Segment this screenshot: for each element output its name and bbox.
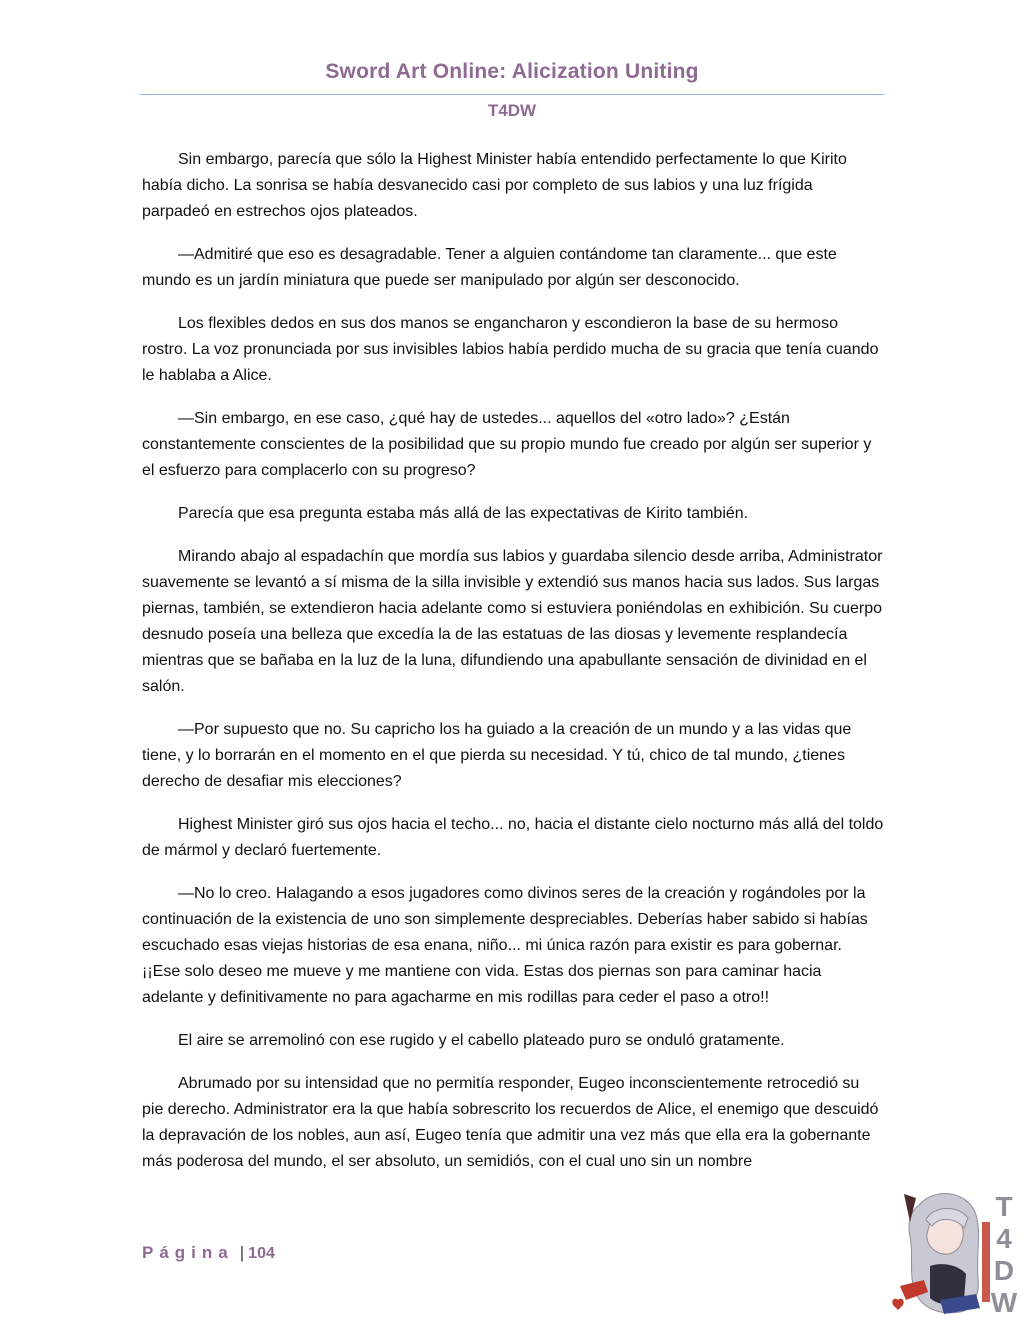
logo-lettering: [984, 1190, 1024, 1320]
page-body: [142, 147, 884, 1192]
page-label: Página: [142, 1243, 234, 1262]
header-rule: [140, 94, 884, 95]
logo-letter: D: [993, 1255, 1015, 1286]
logo-letter: T: [995, 1191, 1013, 1222]
paragraph: Abrumado por su intensidad que no permitía responder, Eugeo inconscientemente retrocedió su pie derecho. Administrator era la que había sobrescrito los recuerdos de Alice, el enemigo que descuidó la depravación de los nobles, aun así, Eugeo tenía que admitir una vez más que ella era la gobernante más poderosa del mundo, el ser absoluto, un semidiós, con el cual uno sin un nombre: [142, 1075, 879, 1170]
header-title: Sword Art Online: Alicization Uniting: [325, 60, 699, 83]
logo-letter: W: [990, 1287, 1018, 1318]
footer-separator: |: [239, 1243, 245, 1262]
paragraph: —Admitiré que eso es desagradable. Tener a alguien contándome tan claramente... que este mundo es un jardín miniatura que puede ser manipulado por algún ser desconocido.: [142, 246, 837, 289]
logo-letter: 4: [996, 1223, 1012, 1254]
paragraph: Mirando abajo al espadachín que mordía sus labios y guardaba silencio desde arriba, Administrator suavemente se levantó a sí misma de la silla invisible y extendió sus manos hacia sus lados. Sus largas piernas, también, se extendieron hacia adelante como si estuviera poniéndolas en exhibición. Su cuerpo desnudo poseía una belleza que excedía la de las estatuas de las diosas y levemente resplandecía mientras que se bañaba en la luz de la luna, difundiendo una apabullante sensación de divinidad en el salón.: [142, 548, 883, 695]
paragraph: Highest Minister giró sus ojos hacia el techo... no, hacia el distante cielo nocturno más allá del toldo de mármol y declaró fuertemente.: [142, 816, 884, 859]
t4dw-logo: [880, 1182, 1020, 1322]
paragraph: Los flexibles dedos en sus dos manos se engancharon y escondieron la base de su hermoso rostro. La voz pronunciada por sus invisibles labios había perdido mucha de su gracia que tenía cuando le hablaba a Alice.: [142, 315, 879, 384]
page-footer: [142, 1243, 275, 1263]
paragraph: —Sin embargo, en ese caso, ¿qué hay de ustedes... aquellos del «otro lado»? ¿Están constantemente conscientes de la posibilidad que su propio mundo fue creado por algún ser superior y el esfuerzo para complacerlo con su progreso?: [142, 410, 872, 479]
paragraph: —Por supuesto que no. Su capricho los ha guiado a la creación de un mundo y a las vidas que tiene, y lo borrarán en el momento en el que pierda su necesidad. Y tú, chico de tal mundo, ¿tienes derecho de desafiar mis elecciones?: [142, 721, 852, 790]
page-number: 104: [248, 1245, 275, 1262]
paragraph: El aire se arremolinó con ese rugido y el cabello plateado puro se onduló gratamente.: [178, 1032, 785, 1049]
header-subtitle: T4DW: [487, 101, 537, 120]
paragraph: Sin embargo, parecía que sólo la Highest Minister había entendido perfectamente lo que Kirito había dicho. La sonrisa se había desvanecido casi por completo de sus labios y una luz frígida parpadeó en estrechos ojos plateados.: [142, 151, 847, 220]
paragraph: Parecía que esa pregunta estaba más allá de las expectativas de Kirito también.: [178, 505, 749, 522]
paragraph: —No lo creo. Halagando a esos jugadores como divinos seres de la creación y rogándoles por la continuación de la existencia de uno son simplemente despreciables. Deberías haber sabido si habías escuchado esas viejas historias de esa enana, niño... mi única razón para existir es para gobernar. ¡¡Ese solo deseo me mueve y me mantiene con vida. Estas dos piernas son para caminar hacia adelante y definitivamente no para agacharme en mis rodillas para ceder el paso a otro!!: [142, 885, 868, 1006]
